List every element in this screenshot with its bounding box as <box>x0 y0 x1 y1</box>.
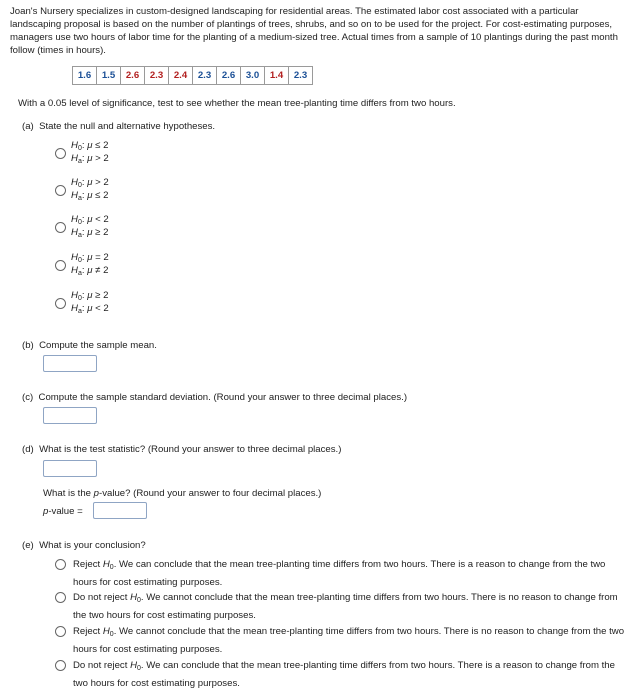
ha-value: 2 <box>103 190 109 201</box>
ha-subscript: a <box>77 270 82 277</box>
data-cell: 1.6 <box>73 67 97 85</box>
h0-subscript: 0 <box>77 219 82 226</box>
h0-subscript: 0 <box>109 564 114 571</box>
data-cell: 2.6 <box>217 67 241 85</box>
null-hypothesis: $H_0$: μ < 2 <box>71 214 109 226</box>
data-cell: 2.3 <box>193 67 217 85</box>
conclusion-rest: . We cannot conclude that the mean tree-planting time differs from two hours. There is no reason to change from the two hours for cost estimating purposes. <box>73 592 618 621</box>
h0-subscript: 0 <box>137 597 141 604</box>
h0-value: 2 <box>103 177 109 188</box>
part-e-question <box>22 540 146 551</box>
radio-button[interactable] <box>55 626 66 637</box>
h0-symbol: H <box>71 140 78 151</box>
null-hypothesis: $H_0$: μ ≤ 2 <box>71 140 109 152</box>
conclusion-text <box>73 658 625 691</box>
ha-symbol: H <box>71 153 78 164</box>
pvalue-label-rest: -value = <box>48 506 83 517</box>
ha-symbol: H <box>71 227 78 238</box>
data-cell: 1.4 <box>265 67 289 85</box>
problem-intro: Joan's Nursery specializes in custom-designed landscaping for residential areas. The estimated labor cost associated with a particular landscaping proposal is based on the number of plantings of trees, shrubs, and so on to be used for the project. For cost-estimating purposes, managers use two hours of labor time for the planting of a medium-sized tree. Actual times from a sample of 10 plantings during the past month follow (times in hours). <box>10 6 618 56</box>
h0-symbol: H <box>71 214 78 225</box>
mu-symbol: μ <box>87 214 93 225</box>
h0-value: 2 <box>103 252 109 263</box>
radio-button[interactable] <box>55 559 66 570</box>
data-cell: 2.3 <box>145 67 169 85</box>
part-e-label: (e) <box>22 540 34 551</box>
radio-button[interactable] <box>55 592 66 603</box>
alternative-hypothesis: $H_a$: μ ≤ 2 <box>71 190 109 202</box>
part-d-question <box>22 444 341 455</box>
pvalue-label-italic: p <box>43 506 49 517</box>
mu-symbol: μ <box>87 265 93 276</box>
mu-symbol: μ <box>87 190 93 201</box>
ha-symbol: H <box>71 265 78 276</box>
part-c-question <box>22 392 407 403</box>
conclusion-rest: . We can conclude that the mean tree-planting time differs from two hours. There is a reason to change from the two hours for cost estimating purposes. <box>73 660 615 689</box>
mu-symbol: μ <box>87 227 93 238</box>
data-cell: 1.5 <box>97 67 121 85</box>
pvalue-question-prefix: What is the <box>43 488 94 499</box>
conclusion-rest: . We can conclude that the mean tree-planting time differs from two hours. There is a reason to change from the two hours for cost estimating purposes. <box>73 559 606 588</box>
h0-symbol: H <box>130 592 137 603</box>
h0-value: 2 <box>103 214 109 225</box>
ha-subscript: a <box>77 232 82 239</box>
h0-operator: = <box>95 252 101 263</box>
table-row <box>73 67 313 85</box>
conclusion-prefix: Reject <box>73 559 103 570</box>
h0-symbol: H <box>102 626 110 637</box>
ha-symbol: H <box>71 303 78 314</box>
h0-subscript: 0 <box>77 257 82 264</box>
data-cell: 2.4 <box>169 67 193 85</box>
radio-button[interactable] <box>55 660 66 671</box>
mu-symbol: μ <box>87 153 93 164</box>
h0-symbol: H <box>71 252 78 263</box>
sample-data-table <box>72 66 313 85</box>
h0-operator: < <box>95 214 101 225</box>
alternative-hypothesis: $H_a$: μ < 2 <box>71 303 109 315</box>
alternative-hypothesis: $H_a$: μ ≠ 2 <box>71 265 109 277</box>
alternative-hypothesis: $H_a$: μ ≥ 2 <box>71 227 109 239</box>
h0-subscript: 0 <box>77 295 82 302</box>
data-cell: 3.0 <box>241 67 265 85</box>
mu-symbol: μ <box>87 177 93 188</box>
pvalue-question <box>43 488 321 499</box>
conclusion-text <box>73 624 625 657</box>
ha-value: 2 <box>103 227 109 238</box>
pvalue-input[interactable] <box>93 502 147 519</box>
null-hypothesis: $H_0$: μ ≥ 2 <box>71 290 109 302</box>
h0-symbol: H <box>71 177 78 188</box>
pvalue-question-suffix: -value? (Round your answer to four decimal places.) <box>99 488 322 499</box>
h0-symbol: H <box>71 290 78 301</box>
alternative-hypothesis: $H_a$: μ > 2 <box>71 153 109 165</box>
ha-subscript: a <box>77 158 82 165</box>
conclusion-prefix: Do not reject <box>73 592 131 603</box>
mu-symbol: μ <box>87 140 93 151</box>
null-hypothesis: $H_0$: μ > 2 <box>71 177 109 189</box>
part-b-question <box>22 340 157 351</box>
conclusion-prefix: Do not reject <box>73 660 131 671</box>
mu-symbol: μ <box>87 252 93 263</box>
ha-subscript: a <box>77 308 82 315</box>
sample-std-dev-input[interactable] <box>43 407 97 424</box>
part-c-label: (c) <box>22 392 34 403</box>
conclusion-text <box>73 590 625 623</box>
null-hypothesis: $H_0$: μ = 2 <box>71 252 109 264</box>
conclusion-prefix: Reject <box>73 626 103 637</box>
h0-subscript: 0 <box>77 145 82 152</box>
part-d-label: (d) <box>22 444 34 455</box>
h0-symbol: H <box>102 559 110 570</box>
radio-button[interactable] <box>55 185 66 196</box>
h0-operator: > <box>95 177 101 188</box>
ha-value: 2 <box>103 265 109 276</box>
h0-subscript: 0 <box>137 665 141 672</box>
conclusion-rest: . We cannot conclude that the mean tree-planting time differs from two hours. There is no reason to change from the two hours for cost estimating purposes. <box>73 626 625 655</box>
radio-button[interactable] <box>55 222 66 233</box>
part-a-label: (a) <box>22 121 34 132</box>
h0-value: 2 <box>103 290 109 301</box>
sample-mean-input[interactable] <box>43 355 97 372</box>
part-b-text: Compute the sample mean. <box>39 340 157 351</box>
ha-operator: < <box>95 303 101 314</box>
part-a-question <box>22 121 215 132</box>
h0-operator: ≥ <box>95 290 101 301</box>
h0-symbol: H <box>130 660 137 671</box>
ha-operator: ≥ <box>95 227 101 238</box>
ha-symbol: H <box>71 190 78 201</box>
h0-subscript: 0 <box>109 631 114 638</box>
data-cell: 2.6 <box>121 67 145 85</box>
part-d-text: What is the test statistic? (Round your answer to three decimal places.) <box>39 444 342 455</box>
ha-value: 2 <box>103 153 109 164</box>
ha-operator: ≤ <box>95 190 101 201</box>
conclusion-text <box>73 557 625 590</box>
significance-text: With a 0.05 level of significance, test to see whether the mean tree-planting time differs from two hours. <box>18 98 456 109</box>
ha-operator: ≠ <box>95 265 101 276</box>
pvalue-question-italic: p <box>93 488 99 499</box>
mu-symbol: μ <box>87 290 93 301</box>
part-b-label: (b) <box>22 340 34 351</box>
ha-subscript: a <box>77 195 82 202</box>
h0-subscript: 0 <box>77 182 82 189</box>
part-a-text: State the null and alternative hypotheses. <box>39 121 216 132</box>
ha-value: 2 <box>103 303 109 314</box>
pvalue-label <box>43 506 83 517</box>
radio-button[interactable] <box>55 260 66 271</box>
ha-operator: > <box>95 153 101 164</box>
part-c-text: Compute the sample standard deviation. (Round your answer to three decimal places.) <box>38 392 408 403</box>
part-e-text: What is your conclusion? <box>39 540 146 551</box>
test-statistic-input[interactable] <box>43 460 97 477</box>
radio-button[interactable] <box>55 298 66 309</box>
h0-operator: ≤ <box>95 140 101 151</box>
data-cell: 2.3 <box>289 67 313 85</box>
h0-value: 2 <box>103 140 109 151</box>
mu-symbol: μ <box>87 303 93 314</box>
radio-button[interactable] <box>55 148 66 159</box>
